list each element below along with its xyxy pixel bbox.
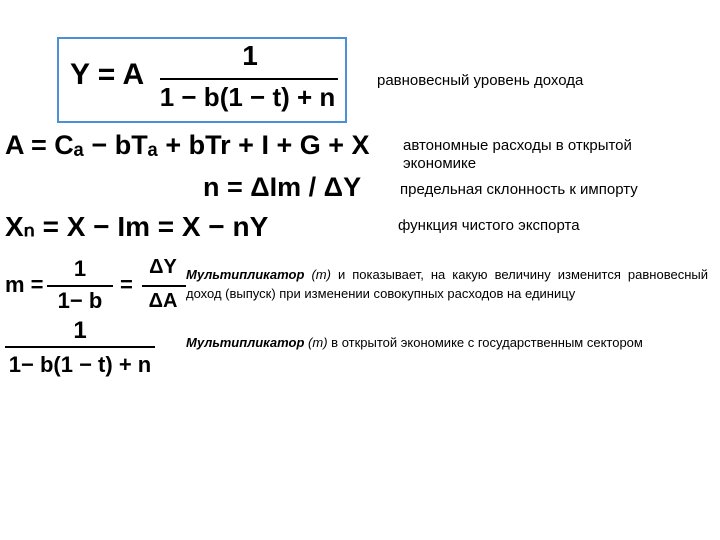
gov-multiplier-term: Мультипликатор: [186, 335, 305, 350]
multiplier-denominator-1: 1− b: [57, 288, 103, 313]
multiplier-term-var: (m): [311, 267, 331, 282]
autonomous-formula: A = Cₐ − bTₐ + bTr + I + G + X: [5, 130, 370, 160]
multiplier-description-text: и показывает, на какую величину изменится равновесный доход (выпуск) при изменении совокупных расходов на единицу: [186, 267, 708, 301]
autonomous-formula-label: автономные расходы в открытой экономике: [403, 137, 632, 172]
net-export-formula: Xₙ = X − Im = X − nY: [5, 211, 269, 242]
multiplier-numerator-2: ΔY: [149, 256, 177, 278]
income-formula-denominator: 1 − b(1 − t) + n: [159, 82, 336, 112]
income-formula-lhs: Y = A: [70, 58, 145, 91]
gov-multiplier-fraction-bar: [5, 346, 155, 348]
gov-multiplier-term-var: (m): [308, 335, 328, 350]
net-export-formula-label: функция чистого экспорта: [398, 217, 580, 234]
gov-multiplier-numerator: 1: [73, 317, 87, 344]
gov-multiplier-denominator: 1− b(1 − t) + n: [8, 352, 152, 377]
multiplier-term: Мультипликатор: [186, 267, 305, 282]
multiplier-lhs: m =: [5, 272, 44, 297]
gov-multiplier-description-text: в открытой экономике с государственным сектором: [331, 335, 643, 350]
multiplier-description: [186, 265, 708, 303]
import-formula-label: предельная склонность к импорту: [400, 181, 638, 198]
gov-multiplier-description: [186, 333, 696, 352]
multiplier-equals: =: [120, 272, 133, 297]
import-formula: n = ΔIm / ΔY: [203, 172, 362, 202]
income-formula-fraction-bar: [160, 78, 338, 80]
multiplier-numerator-1: 1: [73, 256, 87, 281]
multiplier-denominator-2: ΔA: [148, 290, 178, 312]
income-formula-label: равновесный уровень дохода: [377, 72, 584, 89]
income-formula-numerator: 1: [242, 40, 258, 71]
multiplier-fraction-bar-2: [142, 285, 186, 287]
multiplier-fraction-bar-1: [47, 285, 113, 287]
